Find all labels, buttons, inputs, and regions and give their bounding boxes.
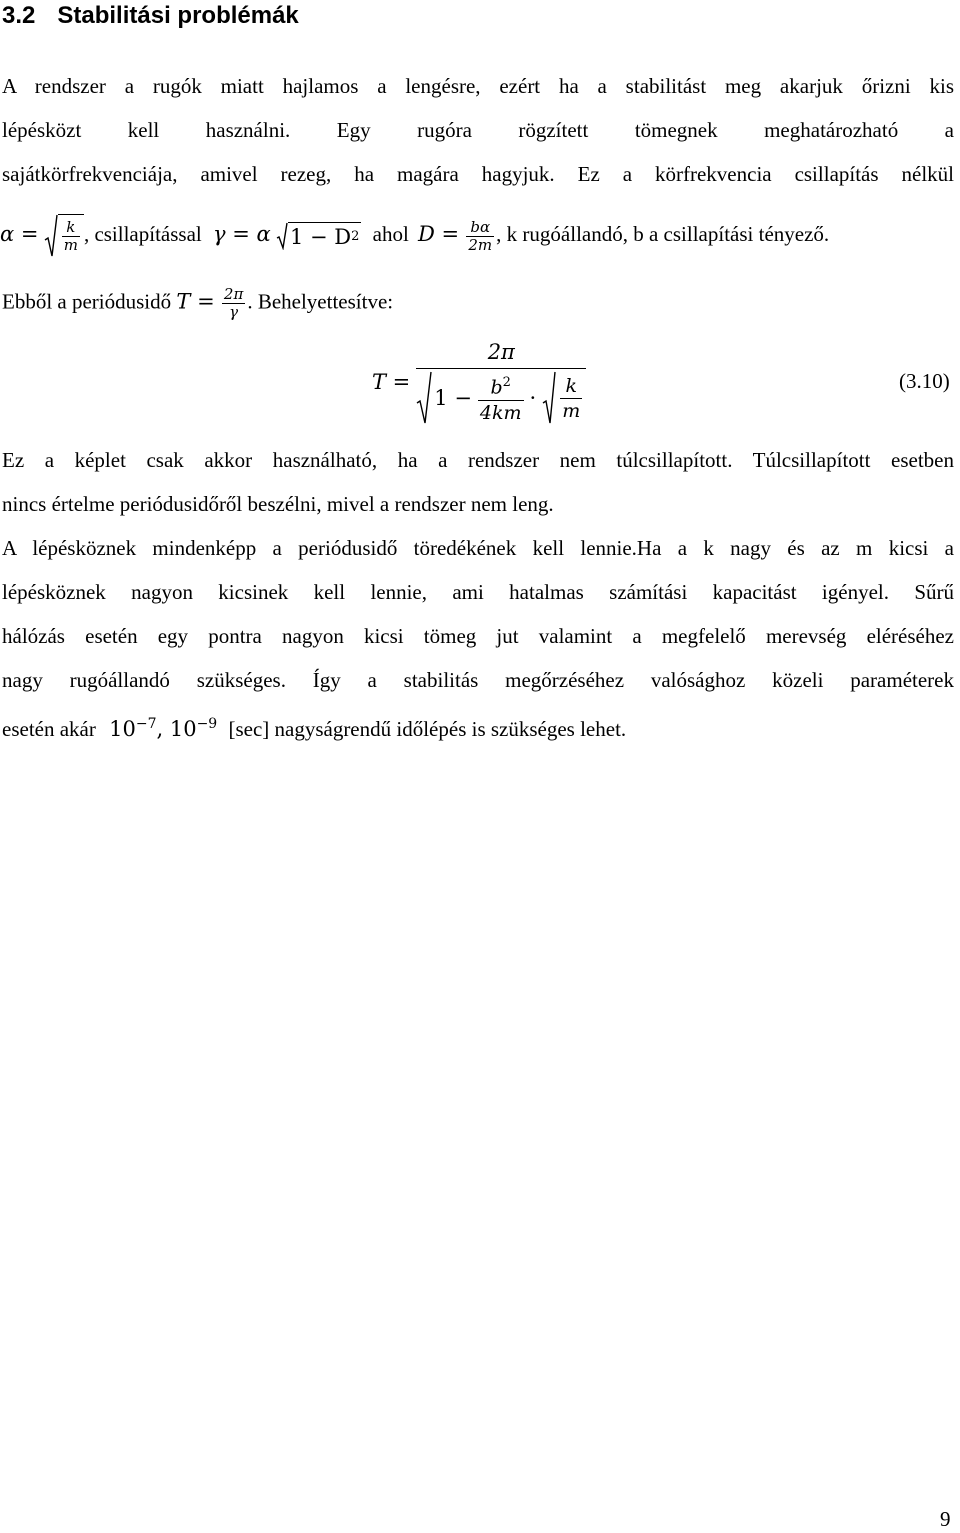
- text-substituting: . Behelyettesítve:: [247, 289, 394, 314]
- paragraph1-line2: lépésközt kell használni. Egy rugóra rögzített tömegnek meghatározható a: [2, 118, 954, 142]
- paragraph3-line3: hálózás esetén egy pontra nagyon kicsi tömeg jut valamint a megfelelő merevség eléréséhez: [2, 624, 954, 648]
- m-denominator: m: [63, 236, 78, 254]
- paragraph3-line4: nagy rugóállandó szükséges. Így a stabilitás megőrzéséhez valósághoz közeli paraméterek: [2, 668, 954, 692]
- paragraph1-line1: A rendszer a rugók miatt hajlamos a lengésre, ezért ha a stabilitást meg akarjuk őrizni kis: [2, 74, 954, 98]
- eq-numerator: 2π: [487, 340, 515, 364]
- exp-minus-7: −7: [135, 716, 157, 732]
- one-minus-d: 1 − D: [289, 224, 352, 249]
- paragraph2-line1: Ez a képlet csak akkor használható, ha a rendszer nem túlcsillapított. Túlcsillapított esetben: [2, 448, 954, 472]
- sqrt-one-minus-d2: [276, 222, 361, 251]
- page-number: 9: [940, 1507, 951, 1531]
- two-m-denominator: 2m: [468, 235, 493, 254]
- b-letter: b: [490, 376, 503, 399]
- comma-ten: , 10: [156, 717, 197, 741]
- radical-sign-icon: [276, 222, 288, 250]
- paragraph1-period-line: [2, 286, 393, 321]
- section-number: 3.2: [2, 2, 36, 29]
- alpha-equals: α =: [0, 221, 39, 246]
- paragraph1-formula-line: [0, 214, 829, 258]
- k-over: k: [560, 374, 582, 399]
- sqrt-outer: [416, 371, 527, 425]
- one-minus: 1 −: [434, 386, 472, 410]
- four-km: 4km: [479, 401, 522, 424]
- m-under: m: [562, 399, 581, 422]
- section-title: Stabilitási problémák: [57, 2, 299, 29]
- paragraph3-line5: [2, 710, 626, 743]
- b-exponent: 2: [502, 375, 511, 391]
- exp-minus-9: −9: [196, 716, 218, 732]
- equation-3-10: [372, 338, 586, 425]
- sqrt-k-over-m: [44, 214, 84, 258]
- eq-denominator: [416, 368, 586, 425]
- paragraph3-line1: A lépésköznek mindenképp a periódusidő töredékének kell lennie.Ha a k nagy és az m kicsi a: [2, 536, 954, 560]
- text-period: Ebből a periódusidő: [2, 289, 172, 314]
- k-numerator: k: [62, 219, 80, 237]
- text-timestep: [sec] nagyságrendű időlépés is szükséges lehet.: [228, 717, 627, 741]
- gamma-denominator: γ: [229, 303, 239, 321]
- d-equals: D =: [418, 221, 460, 246]
- d-exponent: 2: [351, 228, 360, 244]
- b-alpha-numerator: bα: [466, 219, 494, 237]
- t-equals: T =: [176, 289, 215, 314]
- radical-sign-icon: [44, 214, 58, 258]
- paragraph2-line2: nincs értelme periódusidőről beszélni, mivel a rendszer nem leng.: [2, 492, 554, 516]
- paragraph3-line2: lépésköznek nagyon kicsinek kell lennie, ami hatalmas számítási kapacitást igényel. Sűrű: [2, 580, 954, 604]
- text-constants: , k rugóállandó, b a csillapítási tényező.: [496, 221, 830, 246]
- text-even: esetén akár: [2, 717, 96, 741]
- paragraph1-line3: sajátkörfrekvenciája, amivel rezeg, ha magára hagyjuk. Ez a körfrekvencia csillapítás nélkül: [2, 162, 954, 186]
- ten-a: 10: [109, 717, 136, 741]
- text-where: ahol: [372, 221, 409, 246]
- section-heading: [2, 0, 299, 32]
- equation-number: (3.10): [899, 369, 950, 393]
- text-damped: , csillapítással: [83, 221, 202, 246]
- multiply-dot: ·: [529, 386, 537, 410]
- gamma-equals: γ = α: [213, 221, 271, 246]
- eq-lhs: T =: [372, 369, 411, 394]
- radical-sign-icon: [542, 371, 556, 425]
- eq-main-fraction: [416, 338, 586, 425]
- sqrt-k-m: [542, 371, 586, 425]
- two-pi-numerator: 2π: [223, 285, 244, 303]
- radical-sign-icon: [416, 371, 432, 425]
